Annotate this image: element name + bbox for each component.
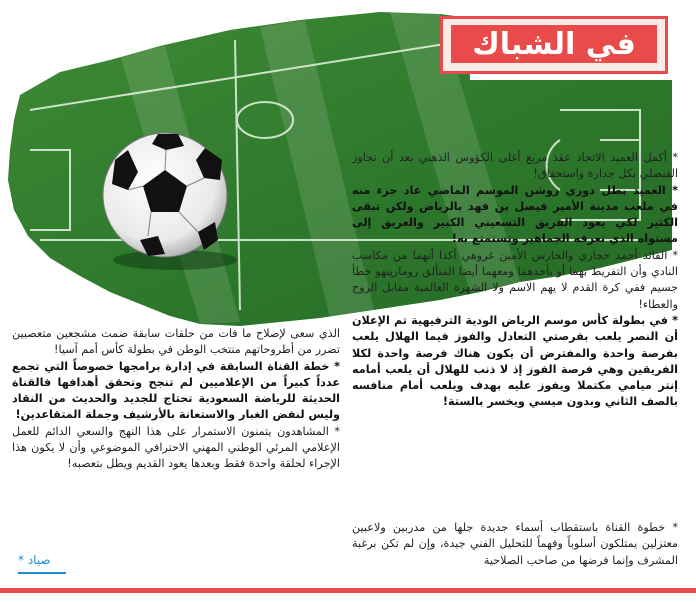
left-column — [12, 326, 340, 473]
signature-underline — [18, 572, 66, 574]
paragraph-riyadh-cup: * في بطولة كأس موسم الرياض الودية الترفيهية تم الإعلان أن النصر يلعب بفرصتي التعادل والفوز فيما الهلال يلعب بفرصة واحدة والمفترض أن يكون هناك فرصة واحدة لكلا الفريقين وهي فرصة الفوز إذ لا ذنب للهلال أن يلعب أمامه إنتر ميامي مكتملا ويفوز عليه بهدف ويلعب أمام منافسه بالصف الثاني وبدون ميسي ويخسر بالستة! — [352, 313, 678, 409]
paragraph-hegazi: * القائد أحمد حجازي والحارس الأمين غروهي أكدا أنهما من مكاسب النادي وأن التفريط بهما أو بأحدهما ومعهما أيضا المتألق رومارينهو خطأ جسيم ففي كرة القدم لا يهم الاسم ولا الشهرة العالمية مقابل الروح والعطاء! — [352, 248, 678, 311]
paragraph-viewers: * المشاهدون يتمنون الاستمرار على هذا النهج والسعي الدائم للعمل الإعلامي المرئي الوطني المهني الاحترافي الموضوعي وأن لا يكون هذا الإجراء لحلقة واحدة فقط وبعدها يعود القديم ويطل بتعصبه! — [12, 424, 340, 471]
section-title: في الشباك — [472, 26, 636, 62]
paragraph-channel-plan: * خطة القناة السابقة في إدارة برامجها خصوصاً التي تجمع عدداً كبيراً من الإعلاميين لم تنجح وتحقق أهدافها فالقناة الحديثة للرياضة السعودية تحتاج للجديد والحديث من النقاد وليس لنفض الغبار والاستعانة بالأرشيف وجملة المتقاعدين! — [12, 359, 340, 422]
bottom-accent-rule — [0, 588, 696, 593]
soccer-ball-icon — [103, 133, 227, 257]
section-title-box — [440, 16, 668, 74]
right-column — [352, 150, 678, 411]
paragraph-continuation: الذي سعى لإصلاح ما فات من حلقات سابقة ضمت مشجعين متعصبين تضرر من أطروحاتهم منتخب الوطن في بطولة كأس أمم آسيا! — [12, 327, 340, 357]
paragraph-champion: * العميد بطل دوري روشن الموسم الماضي عاد جزء منه في ملعب مدينة الأمير فيصل بن فهد بالرياض ولكن تبقى الكثير لكي يعود الفريق التسعيني الكبير والعريق إلى مستواه الذي تعرفه الجماهير وتستمتع به! — [352, 183, 678, 246]
author-signature: صياد * — [18, 553, 51, 567]
paragraph-channel-step: * خطوة القناة باستقطاب أسماء جديدة جلها من مدربين ولاعبين معتزلين يمتلكون أسلوباً وفهماً للتحليل الفني جيدة، وإن لم تكن برغبة المشرف وإنما فرضها من صاحب الصلاحية — [352, 521, 678, 567]
paragraph-ittihad-cup: * أكمل العميد الاتحاد عقد مربع أغلى الكؤوس الذهبي بعد أن تجاوز الفيصلي بكل جدارة واستحقاق! — [352, 151, 678, 181]
